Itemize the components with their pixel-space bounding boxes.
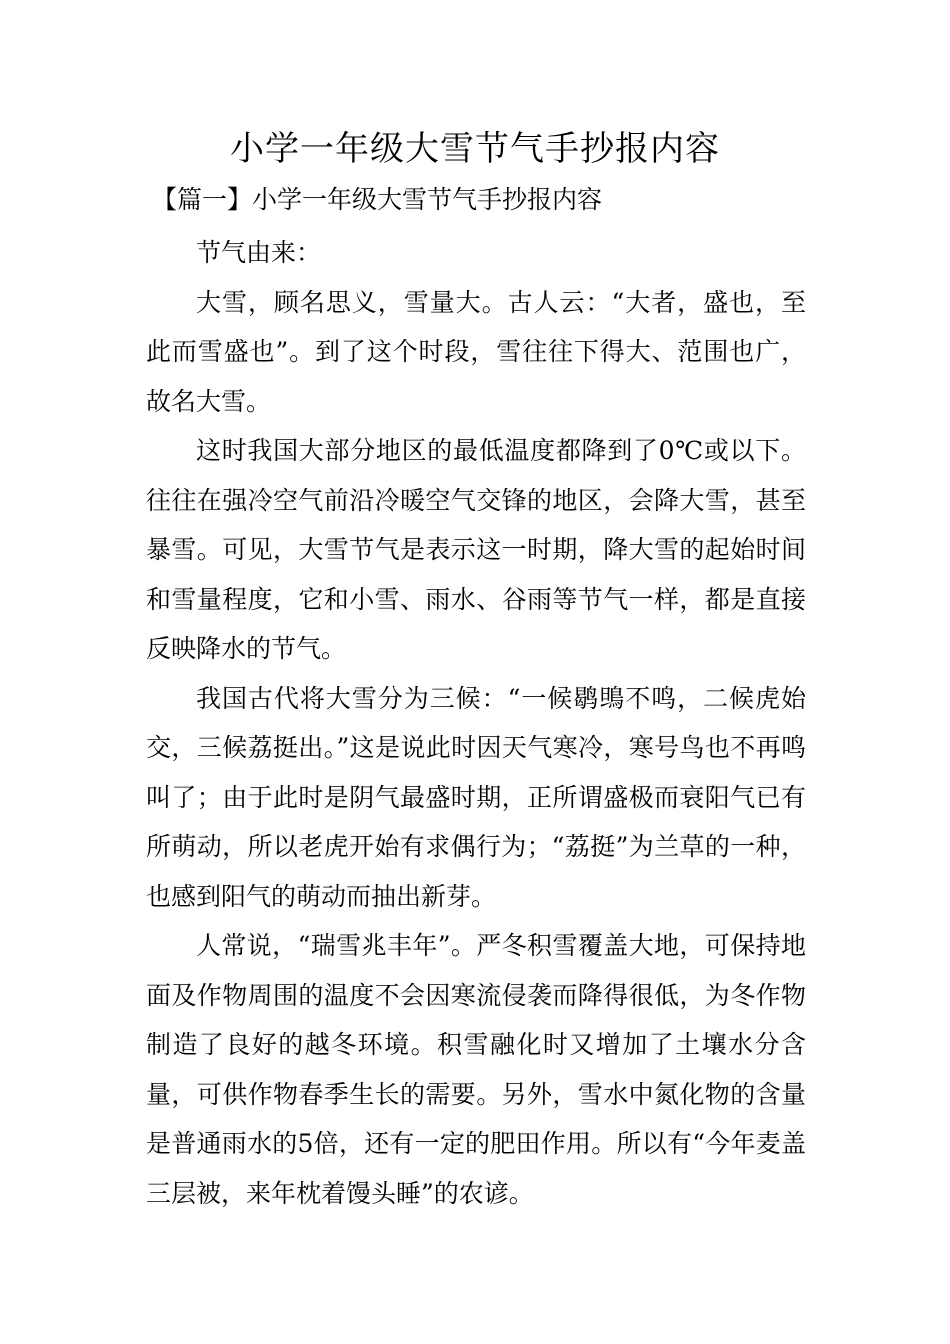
body-text bbox=[146, 228, 806, 1218]
paragraph-origin-label: 节气由来： bbox=[196, 238, 322, 267]
paragraph-snow-benefits: 人常说，“瑞雪兆丰年”。严冬积雪覆盖大地，可保持地面及作物周围的温度不会因寒流侵袭而降得很低，为冬作物制造了良好的越冬环境。积雪融化时又增加了土壤水分含量，可供作物春季生长的需要。另外，雪水中氮化物的含量是普通雨水的5倍，还有一定的肥田作用。所以有“今年麦盖三层被，来年枕着馒头睡”的农谚。 bbox=[146, 931, 806, 1208]
paragraph-meaning: 大雪，顾名思义，雪量大。古人云：“大者，盛也，至此而雪盛也”。到了这个时段，雪往往下得大、范围也广，故名大雪。 bbox=[146, 287, 806, 416]
document-title: 小学一年级大雪节气手抄报内容 bbox=[230, 129, 720, 169]
paragraph-temperature: 这时我国大部分地区的最低温度都降到了0℃或以下。往往在强冷空气前沿冷暖空气交锋的地区，会降大雪，甚至暴雪。可见，大雪节气是表示这一时期，降大雪的起始时间和雪量程度，它和小雪、雨水、谷雨等节气一样，都是直接反映降水的节气。 bbox=[146, 436, 806, 663]
paragraph-three-phenology: 我国古代将大雪分为三候：“一候鹖鴠不鸣，二候虎始交，三候荔挺出。”这是说此时因天气寒冷，寒号鸟也不再鸣叫了；由于此时是阴气最盛时期，正所谓盛极而衰阳气已有所萌动，所以老虎开始有求偶行为；“荔挺”为兰草的一种，也感到阳气的萌动而抽出新芽。 bbox=[146, 683, 806, 911]
section-heading: 【篇一】小学一年级大雪节气手抄报内容 bbox=[152, 185, 603, 214]
